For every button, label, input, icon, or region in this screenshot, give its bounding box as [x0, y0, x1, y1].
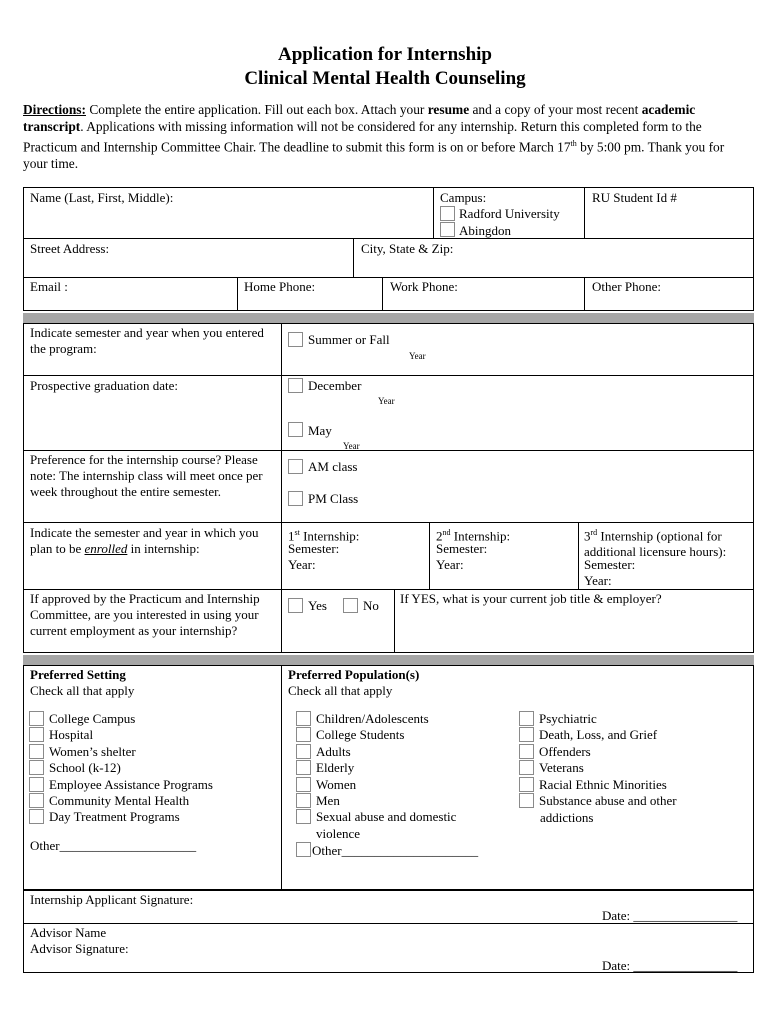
entered-program-label: Indicate semester and year when you entered the program:: [30, 325, 264, 356]
applicant-signature-label: Internship Applicant Signature:: [30, 892, 194, 907]
setting-other-field[interactable]: Other_____________________: [30, 838, 197, 853]
population-item-checkbox[interactable]: [519, 760, 534, 775]
population-instruction: Check all that apply: [288, 683, 393, 698]
advisor-name-label: Advisor Name: [30, 925, 107, 940]
third-year-label: Year:: [584, 573, 612, 588]
population-item-checkbox[interactable]: [519, 711, 534, 726]
population-item-label: Sexual abuse and domestic: [316, 809, 457, 825]
setting-item-label: Women’s shelter: [49, 743, 136, 759]
population-other-field[interactable]: Other_____________________: [312, 843, 479, 858]
summer-fall-checkbox[interactable]: [288, 332, 303, 347]
home-phone-label: Home Phone:: [244, 279, 316, 294]
second-semester-label: Semester:: [436, 541, 488, 556]
december-checkbox[interactable]: [288, 378, 303, 393]
first-year-label: Year:: [288, 557, 316, 572]
setting-item-label: Employee Assistance Programs: [49, 776, 213, 792]
advisor-signature-label: Advisor Signature:: [30, 941, 129, 956]
student-id-label: RU Student Id #: [592, 190, 677, 205]
am-class-checkbox[interactable]: [288, 459, 303, 474]
preferred-setting-title: Preferred Setting: [30, 667, 126, 682]
setting-item-label: College Campus: [49, 711, 136, 726]
page-title: Application for Internship: [278, 44, 492, 65]
setting-item-checkbox[interactable]: [29, 744, 44, 759]
section-divider: [23, 313, 754, 323]
job-title-label: If YES, what is your current job title & employer?: [400, 591, 662, 606]
first-semester-label: Semester:: [288, 541, 340, 556]
campus-radford-checkbox[interactable]: [440, 206, 455, 221]
population-item-checkbox[interactable]: [296, 760, 311, 775]
population-item-continued: violence: [316, 826, 361, 841]
third-semester-label: Semester:: [584, 557, 636, 572]
second-year-label: Year:: [436, 557, 464, 572]
setting-instruction: Check all that apply: [30, 683, 135, 698]
current-employment-question: If approved by the Practicum and Internship Committee, are you interested in using your current employment as your internship?: [30, 591, 260, 638]
pm-class-checkbox[interactable]: [288, 491, 303, 506]
no-label: No: [363, 598, 379, 613]
setting-item-label: Community Mental Health: [49, 793, 190, 808]
population-item-checkbox[interactable]: [519, 793, 534, 808]
population-item-label: Elderly: [316, 760, 355, 776]
setting-item-checkbox[interactable]: [29, 760, 44, 775]
population-item-checkbox[interactable]: [296, 809, 311, 824]
population-item-checkbox[interactable]: [296, 744, 311, 759]
course-preference-label: Preference for the internship course? Please note: The internship class will meet once per week throughout the entire semester.: [30, 452, 263, 499]
population-item-checkbox[interactable]: [519, 727, 534, 742]
population-item-label: Women: [316, 776, 357, 792]
setting-item-checkbox[interactable]: [29, 809, 44, 824]
population-item-checkbox[interactable]: [296, 777, 311, 792]
population-item-label: Men: [316, 793, 340, 808]
population-item-checkbox[interactable]: [296, 711, 311, 726]
population-item-label: Psychiatric: [539, 711, 597, 726]
setting-item-checkbox[interactable]: [29, 727, 44, 742]
population-item-label: Offenders: [539, 743, 591, 759]
advisor-date-field[interactable]: Date: ________________: [602, 958, 738, 973]
city-state-zip-label: City, State & Zip:: [361, 241, 454, 256]
year-hint: Year: [409, 351, 426, 361]
population-item-checkbox[interactable]: [296, 793, 311, 808]
second-internship-label: 2nd Internship:: [436, 528, 511, 544]
may-label: May: [308, 423, 332, 438]
yes-checkbox[interactable]: [288, 598, 303, 613]
name-field-label: Name (Last, First, Middle):: [30, 190, 174, 205]
campus-abingdon-label: Abingdon: [459, 223, 511, 238]
year-hint: Year: [343, 441, 360, 451]
year-hint: Year: [378, 396, 395, 406]
street-address-label: Street Address:: [30, 241, 110, 256]
yes-label: Yes: [308, 598, 327, 613]
summer-fall-label: Summer or Fall: [308, 332, 390, 347]
email-label: Email :: [30, 279, 68, 294]
population-item-label: Veterans: [539, 760, 584, 776]
population-item-continued: addictions: [540, 810, 594, 825]
work-phone-label: Work Phone:: [390, 279, 458, 294]
setting-item-checkbox[interactable]: [29, 711, 44, 726]
am-class-label: AM class: [308, 459, 358, 474]
first-internship-label: 1st Internship:: [288, 528, 360, 544]
graduation-date-label: Prospective graduation date:: [30, 378, 179, 393]
setting-item-label: School (k-12): [49, 760, 121, 776]
no-checkbox[interactable]: [343, 598, 358, 613]
campus-label: Campus:: [440, 190, 487, 205]
may-checkbox[interactable]: [288, 422, 303, 437]
setting-item-checkbox[interactable]: [29, 777, 44, 792]
setting-item-label: Hospital: [49, 727, 94, 743]
population-item-checkbox[interactable]: [519, 777, 534, 792]
campus-abingdon-checkbox[interactable]: [440, 222, 455, 237]
population-item-label: Death, Loss, and Grief: [539, 727, 658, 743]
setting-item-label: Day Treatment Programs: [49, 809, 180, 825]
preferred-population-title: Preferred Population(s): [288, 667, 420, 682]
population-item-label: Substance abuse and other: [539, 793, 677, 808]
directions-text: Directions: Complete the entire application. Fill out each box. Attach your resume and a copy of your most recent academic transcript. Applications with missing information will not be considered for any internship. Return this completed form to the Practicum and Internship Committee Chair. The deadline to submit this form is on or before March 17th by 5:00 pm. Thank you for your time.: [23, 102, 725, 172]
population-item-label: Children/Adolescents: [316, 711, 429, 726]
population-item-label: Adults: [316, 743, 351, 759]
other-phone-label: Other Phone:: [592, 279, 661, 294]
section-divider: [23, 655, 754, 665]
population-other-checkbox[interactable]: [296, 842, 311, 857]
setting-item-checkbox[interactable]: [29, 793, 44, 808]
population-item-label: College Students: [316, 727, 405, 743]
pm-class-label: PM Class: [308, 491, 359, 506]
population-item-checkbox[interactable]: [296, 727, 311, 742]
page-subtitle: Clinical Mental Health Counseling: [244, 68, 526, 89]
december-label: December: [308, 378, 362, 393]
campus-radford-label: Radford University: [459, 206, 560, 221]
enrolled-semester-label: Indicate the semester and year in which you plan to be enrolled in internship:: [30, 525, 259, 556]
applicant-date-field[interactable]: Date: ________________: [602, 908, 738, 923]
population-item-label: Racial Ethnic Minorities: [539, 776, 667, 792]
third-internship-label: 3rd Internship (optional for additional licensure hours):: [584, 528, 727, 560]
population-item-checkbox[interactable]: [519, 744, 534, 759]
